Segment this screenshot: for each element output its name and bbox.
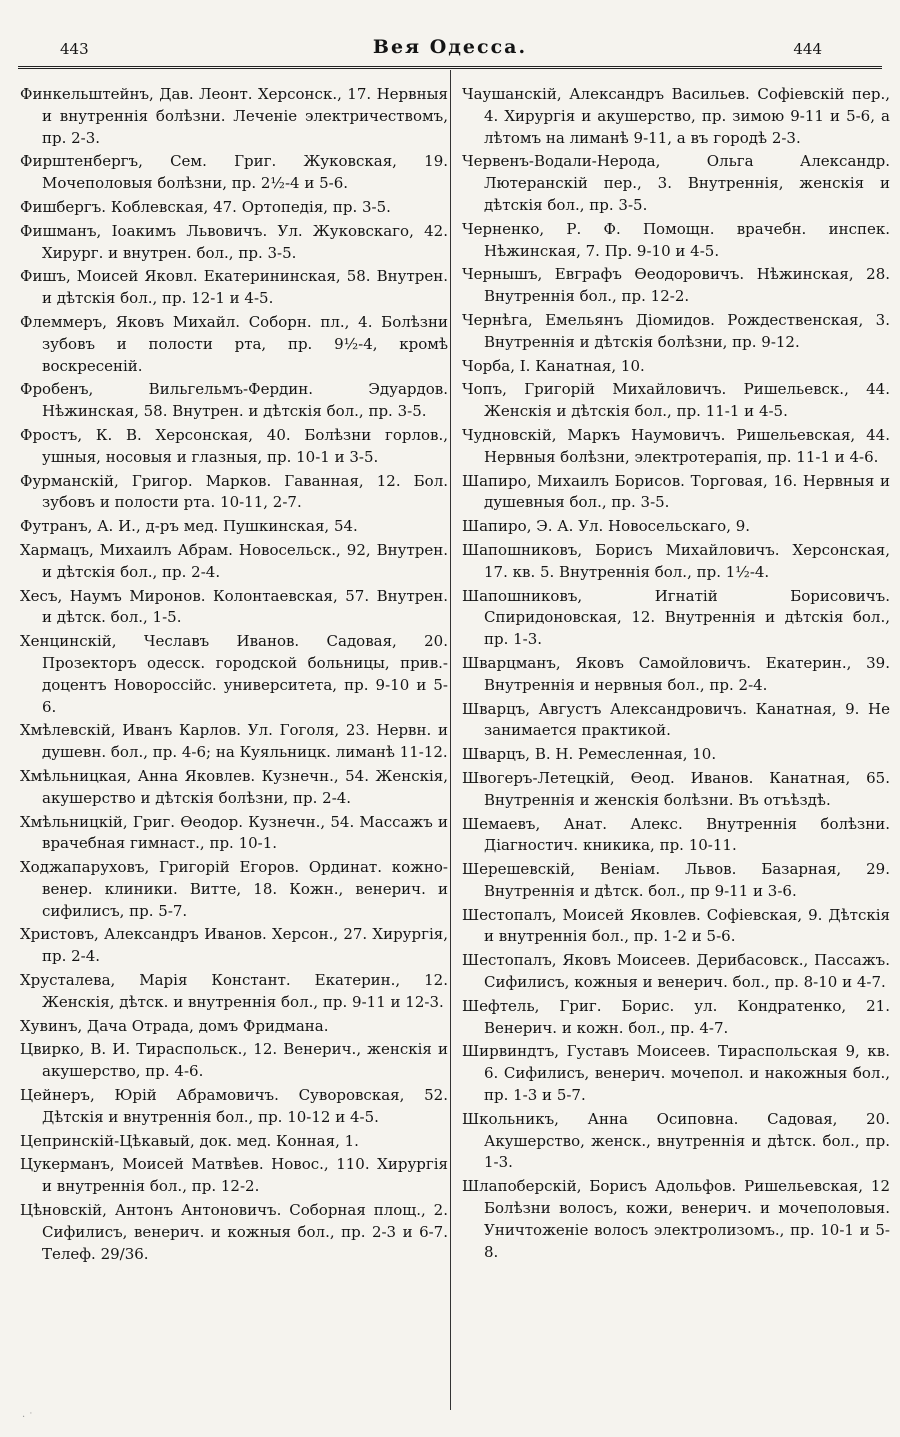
directory-entry: Ходжапаруховъ, Григорій Егоров. Ординат. кожно-венер. клиники. Витте, 18. Кожн., венерич. и сифилисъ, пр. 5-7. <box>20 858 448 920</box>
directory-entry: Швогеръ-Летецкій, Өеод. Иванов. Канатная, 65. Внутреннія и женскія болѣзни. Въ отъѣздѣ. <box>462 768 890 809</box>
directory-entry: Цѣновскій, Антонъ Антоновичъ. Соборная площ., 2. Сифилисъ, венерич. и кожныя бол., пр. 2-3 и 6-7. Телеф. 29/36. <box>20 1201 448 1263</box>
directory-entry: Финкельштейнъ, Дав. Леонт. Херсонск., 17. Нервныя и внутреннія болѣзни. Леченіе электричествомъ, пр. 2-3. <box>20 85 448 147</box>
directory-entry: Фишъ, Моисей Яковл. Екатерининская, 58. Внутрен. и дѣтскія бол., пр. 12-1 и 4-5. <box>20 267 448 308</box>
directory-entry: Фишманъ, Іоакимъ Львовичъ. Ул. Жуковскаго, 42. Хирург. и внутрен. бол., пр. 3-5. <box>20 221 448 262</box>
directory-entry: Флеммеръ, Яковъ Михайл. Соборн. пл., 4. Болѣзни зубовъ и полости рта, пр. 9½-4, кромѣ воскресеній. <box>20 312 448 375</box>
directory-entry: Хрусталева, Марія Констант. Екатерин., 12. Женскія, дѣтск. и внутреннія бол., пр. 9-11 и 12-3. <box>20 971 448 1011</box>
directory-entry: Шапошниковъ, Борисъ Михайловичъ. Херсонская, 17. кв. 5. Внутреннія бол., пр. 1½-4. <box>462 540 890 581</box>
directory-entry: Фробенъ, Вильгельмъ-Фердин. Эдуардов. Нѣжинская, 58. Внутрен. и дѣтскія бол., пр. 3-5. <box>20 380 448 421</box>
directory-entry: Хармацъ, Михаилъ Абрам. Новосельск., 92, Внутрен. и дѣтскія бол., пр. 2-4. <box>20 540 448 581</box>
directory-entry: Шварцманъ, Яковъ Самойловичъ. Екатерин., 39. Внутреннія и нервныя бол., пр. 2-4. <box>462 653 890 694</box>
directory-entry: Шапиро, Михаилъ Борисов. Торговая, 16. Нервныя и душевныя бол., пр. 3-5. <box>462 471 890 512</box>
directory-entry: Шефтель, Григ. Борис. ул. Кондратенко, 21. Венерич. и кожн. бол., пр. 4-7. <box>462 996 890 1037</box>
directory-entry: Шапошниковъ, Игнатій Борисовичъ. Спиридоновская, 12. Внутреннія и дѣтскія бол., пр. 1-3. <box>462 586 890 649</box>
column-divider <box>450 70 451 1410</box>
directory-entry: Чернышъ, Евграфъ Өеодоровичъ. Нѣжинская, 28. Внутреннія бол., пр. 12-2. <box>462 265 890 306</box>
directory-entry: Шемаевъ, Анат. Алекс. Внутреннія болѣзни. Діагностич. кникика, пр. 10-11. <box>462 814 890 855</box>
page-number-right: 444 <box>793 40 822 58</box>
directory-entry: Цвирко, В. И. Тираспольск., 12. Венерич., женскія и акушерство, пр. 4-6. <box>20 1040 448 1081</box>
page-speck: · ˙ <box>22 1412 34 1423</box>
directory-entry: Хмѣлевскій, Иванъ Карлов. Ул. Гоголя, 23. Нервн. и душевн. бол., пр. 4-6; на Куяльницк. лиманѣ 11-12. <box>20 721 448 762</box>
directory-entry: Хесъ, Наумъ Миронов. Колонтаевская, 57. Внутрен. и дѣтск. бол., 1-5. <box>20 586 448 627</box>
directory-entry: Цукерманъ, Моисей Матвѣев. Новос., 110. Хирургія и внутреннія бол., пр. 12-2. <box>20 1155 448 1196</box>
directory-entry: Чаушанскій, Александръ Васильев. Софіевскій пер., 4. Хирургія и акушерство, пр. зимою 9-11 и 5-6, а лѣтомъ на лиманѣ 9-11, а въ городѣ 2-3. <box>462 85 890 147</box>
directory-entry: Хенцинскій, Чеславъ Иванов. Садовая, 20. Прозекторъ одесск. городской больницы, прив.-доцентъ Новороссійс. университета, пр. 9-10 и 5-6. <box>20 632 448 716</box>
directory-entry: Хмѣльницкій, Григ. Өеодор. Кузнечн., 54. Массажъ и врачебная гимнаст., пр. 10-1. <box>20 812 448 853</box>
directory-entry: Фирштенбергъ, Сем. Григ. Жуковская, 19. Мочеполовыя болѣзни, пр. 2½-4 и 5-6. <box>20 152 448 193</box>
directory-entry: Чорба, І. Канатная, 10. <box>462 356 645 375</box>
directory-entry: Шлапоберскій, Борисъ Адольфов. Ришельевская, 12 Болѣзни волосъ, кожи, венерич. и мочеполовыя. Уничтоженіе волосъ электролизомъ., пр. 10-1 и 5-8. <box>462 1177 890 1261</box>
directory-entry: Шварцъ, В. Н. Ремесленная, 10. <box>462 745 717 764</box>
left-column <box>20 84 448 1267</box>
directory-entry: Цейнеръ, Юрій Абрамовичъ. Суворовская, 52. Дѣтскія и внутреннія бол., пр. 10-12 и 4-5. <box>20 1086 448 1126</box>
directory-entry: Хмѣльницкая, Анна Яковлев. Кузнечн., 54. Женскія, акушерство и дѣтскія болѣзни, пр. 2-4. <box>20 766 448 807</box>
directory-entry: Цепринскій-Цѣкавый, док. мед. Конная, 1. <box>20 1131 359 1150</box>
directory-entry: Чернѣга, Емельянъ Діомидов. Рождественская, 3. Внутреннія и дѣтскія болѣзни, пр. 9-12. <box>462 310 890 351</box>
page-title: Вея Одесса. <box>372 36 528 58</box>
directory-entry: Шерешевскій, Веніам. Львов. Базарная, 29. Внутреннія и дѣтск. бол., пр 9-11 и 3-6. <box>462 860 890 900</box>
page-header <box>18 30 882 66</box>
directory-entry: Шестопалъ, Моисей Яковлев. Софіевская, 9. Дѣтскія и внутреннія бол., пр. 1-2 и 5-6. <box>462 905 890 946</box>
directory-entry: Червенъ-Водали-Нерода, Ольга Александр. Лютеранскій пер., 3. Внутреннія, женскія и дѣтскія бол., пр. 3-5. <box>462 152 890 214</box>
directory-entry: Чопъ, Григорій Михайловичъ. Ришельевск., 44. Женскія и дѣтскія бол., пр. 11-1 и 4-5. <box>462 380 890 421</box>
directory-entry: Фишбергъ. Коблевская, 47. Ортопедія, пр. 3-5. <box>20 197 391 216</box>
directory-entry: Христовъ, Александръ Иванов. Херсон., 27. Хирургія, пр. 2-4. <box>20 925 448 966</box>
directory-entry: Хувинъ, Дача Отрада, домъ Фридмана. <box>20 1016 329 1035</box>
directory-entry: Школьникъ, Анна Осиповна. Садовая, 20. Акушерство, женск., внутреннія и дѣтск. бол., пр. 1-3. <box>462 1109 890 1172</box>
directory-entry: Шестопалъ, Яковъ Моисеев. Дерибасовск., Пассажъ. Сифилисъ, кожныя и венерич. бол., пр. 8-10 и 4-7. <box>462 951 890 992</box>
directory-entry: Футранъ, А. И., д-ръ мед. Пушкинская, 54. <box>20 517 358 536</box>
directory-entry: Фурманскій, Григор. Марков. Гаванная, 12. Бол. зубовъ и полости рта. 10-11, 2-7. <box>20 471 448 512</box>
page-number-left: 443 <box>60 40 89 58</box>
right-column <box>462 84 890 1265</box>
directory-entry: Чудновскій, Маркъ Наумовичъ. Ришельевская, 44. Нервныя болѣзни, электротерапія, пр. 11-1 и 4-6. <box>462 425 890 466</box>
directory-entry: Черненко, Р. Ф. Помощн. врачебн. инспек. Нѣжинская, 7. Пр. 9-10 и 4-5. <box>462 219 890 260</box>
directory-entry: Ширвиндтъ, Густавъ Моисеев. Тираспольская 9, кв. 6. Сифилисъ, венерич. мочепол. и накожныя бол., пр. 1-3 и 5-7. <box>462 1042 890 1105</box>
directory-entry: Шварцъ, Августъ Александровичъ. Канатная, 9. Не занимается практикой. <box>462 699 890 740</box>
directory-entry: Фростъ, К. В. Херсонская, 40. Болѣзни горлов., ушныя, носовыя и глазныя, пр. 10-1 и 3-5. <box>20 425 448 466</box>
header-rule <box>18 66 882 69</box>
directory-entry: Шапиро, Э. А. Ул. Новосельскаго, 9. <box>462 517 751 536</box>
